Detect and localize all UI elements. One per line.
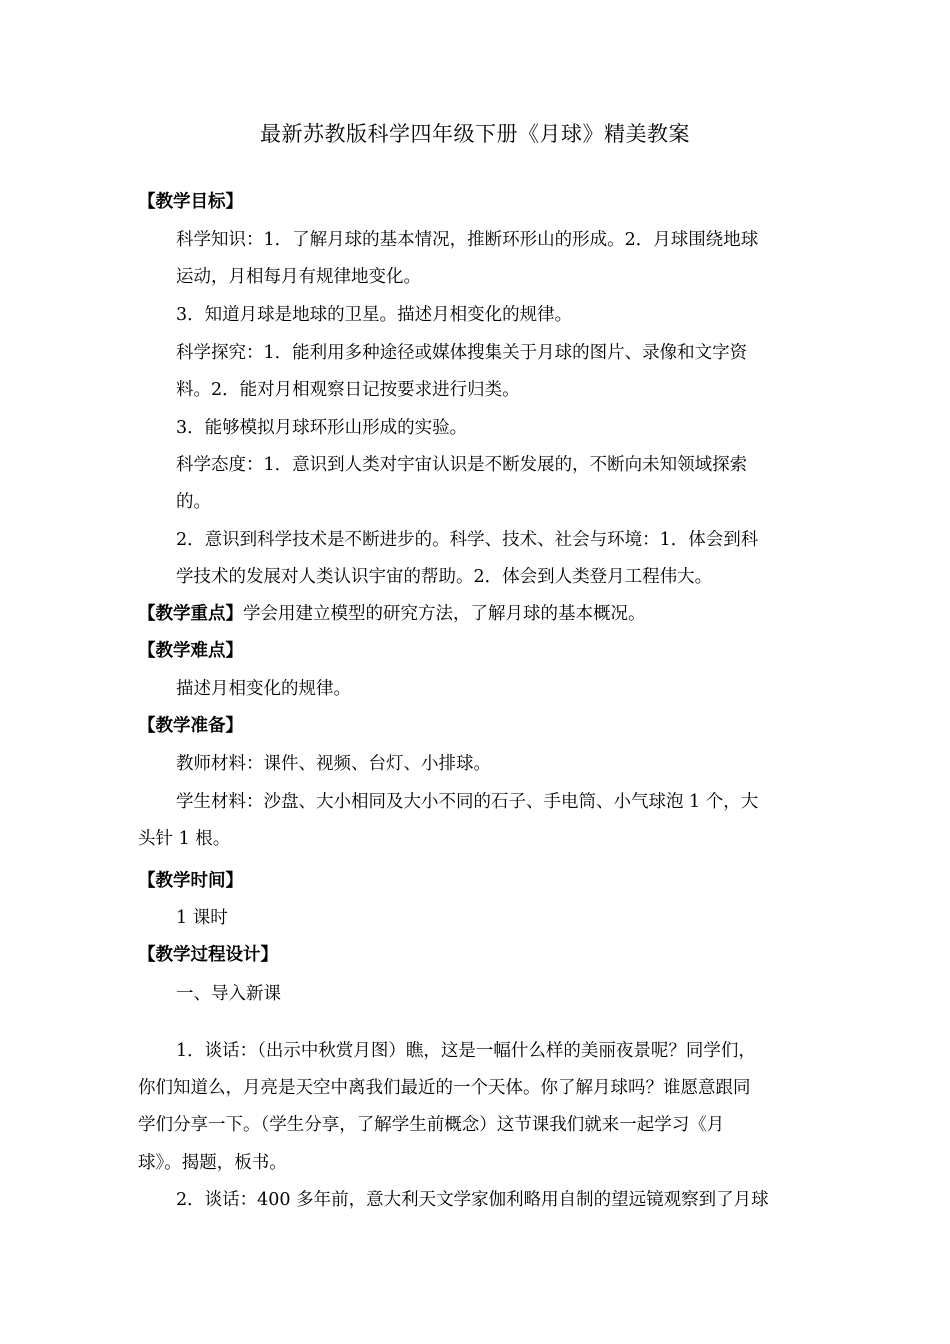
objectives-line: 2．意识到科学技术是不断进步的。科学、技术、社会与环境：1．体会到科 — [176, 530, 759, 550]
preparation-line: 教师材料：课件、视频、台灯、小排球。 — [176, 754, 491, 774]
process-line: 学们分享一下。（学生分享，了解学生前概念）这节课我们就来一起学习《月 — [138, 1115, 725, 1135]
section-header-time: 【教学时间】 — [138, 871, 243, 891]
objectives-line: 科学知识：1．了解月球的基本情况，推断环形山的形成。2．月球围绕地球 — [176, 230, 759, 250]
objectives-line: 科学态度：1．意识到人类对宇宙认识是不断发展的，不断向未知领域探索 — [176, 455, 748, 475]
preparation-line: 学生材料：沙盘、大小相同及大小不同的石子、手电筒、小气球泡 1 个，大 — [176, 792, 759, 812]
process-line: 一、导入新课 — [176, 984, 281, 1004]
section-header-objectives: 【教学目标】 — [138, 192, 243, 212]
section-header-difficulties: 【教学难点】 — [138, 641, 243, 661]
objectives-line: 运动，月相每月有规律地变化。 — [176, 267, 421, 287]
difficulties-line: 描述月相变化的规律。 — [176, 679, 351, 699]
preparation-line: 头针 1 根。 — [138, 829, 231, 849]
objectives-line: 的。 — [176, 492, 211, 512]
document-title: 最新苏教版科学四年级下册《月球》精美教案 — [260, 122, 690, 146]
process-line: 2．谈话：400 多年前，意大利天文学家伽利略用自制的望远镜观察到了月球 — [176, 1190, 769, 1210]
time-line: 1 课时 — [176, 908, 228, 928]
process-line: 你们知道么，月亮是天空中离我们最近的一个天体。你了解月球吗？谁愿意跟同 — [138, 1078, 751, 1098]
key-points-row — [138, 602, 646, 626]
objectives-line: 学技术的发展对人类认识宇宙的帮助。2．体会到人类登月工程伟大。 — [176, 567, 713, 587]
objectives-line: 科学探究：1．能利用多种途径或媒体搜集关于月球的图片、录像和文字资 — [176, 343, 748, 363]
section-header-preparation: 【教学准备】 — [138, 716, 243, 736]
process-line: 1．谈话：（出示中秋赏月图）瞧，这是一幅什么样的美丽夜景呢？同学们， — [176, 1041, 756, 1061]
objectives-line: 料。2．能对月相观察日记按要求进行归类。 — [176, 380, 520, 400]
key-points-text: 学会用建立模型的研究方法，了解月球的基本概况。 — [243, 604, 646, 624]
section-header-process: 【教学过程设计】 — [138, 945, 278, 965]
objectives-line: 3．能够模拟月球环形山形成的实验。 — [176, 418, 468, 438]
section-header-key-points: 【教学重点】 — [138, 604, 243, 624]
process-line: 球》。揭题，板书。 — [138, 1153, 287, 1173]
objectives-line: 3．知道月球是地球的卫星。描述月相变化的规律。 — [176, 305, 573, 325]
